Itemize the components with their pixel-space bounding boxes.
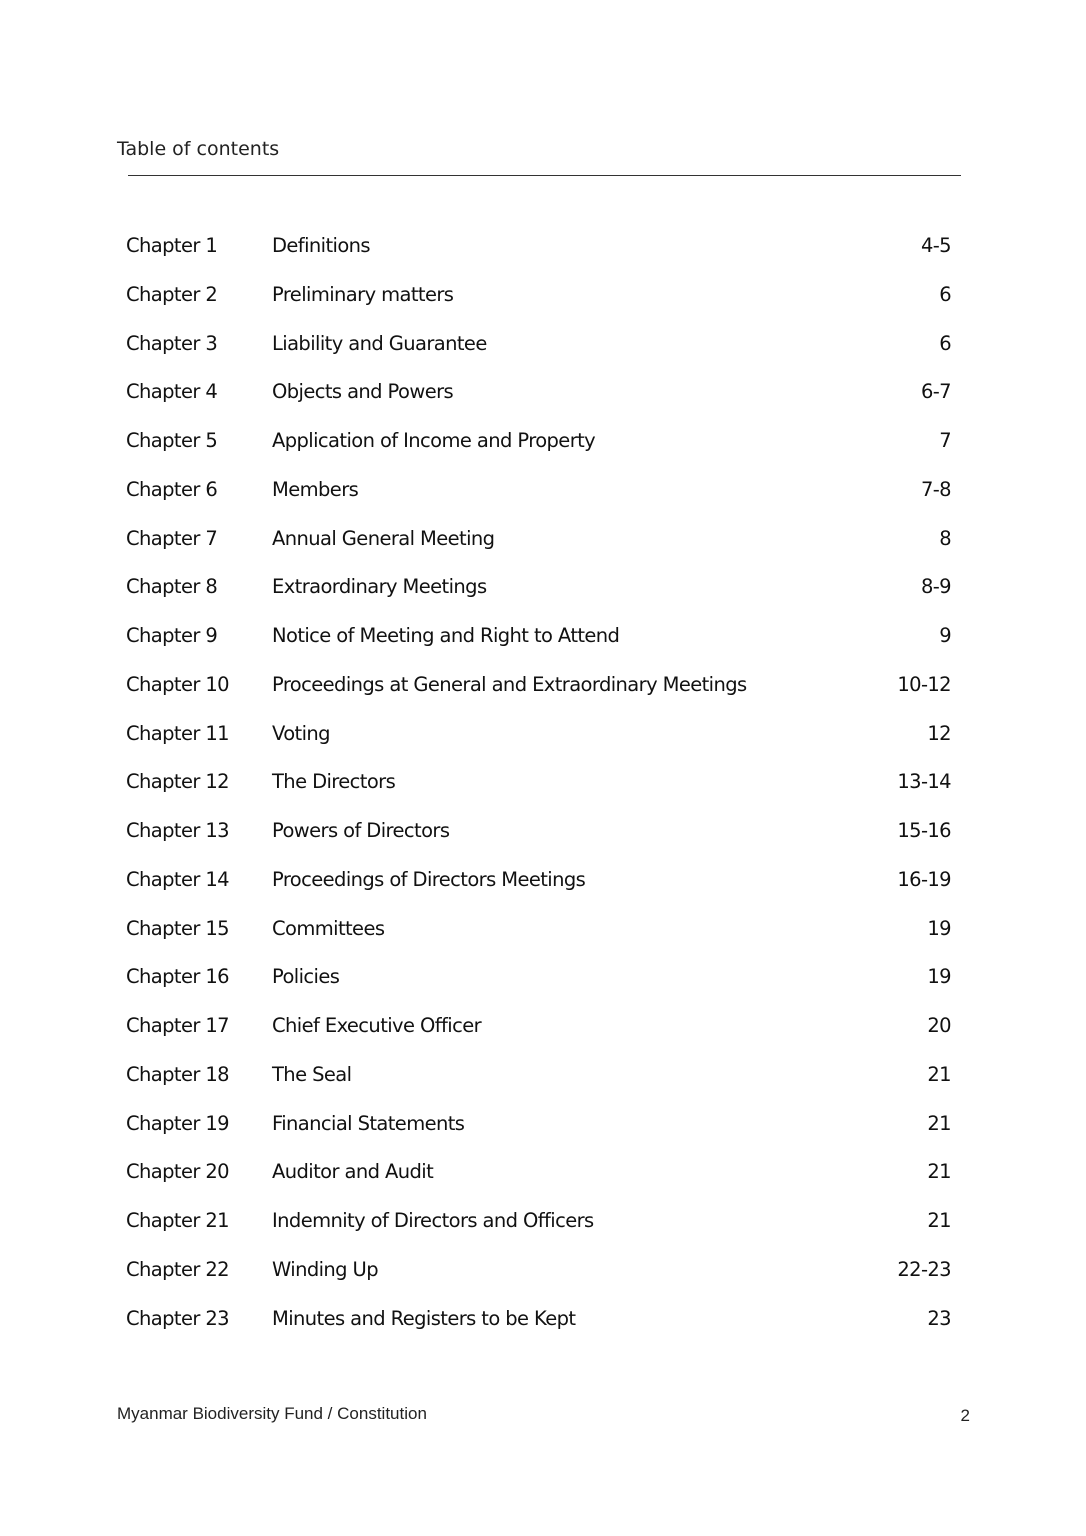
toc-page-range: 21 (927, 1209, 951, 1232)
toc-row (126, 1100, 951, 1149)
toc-row (126, 661, 951, 710)
toc-chapter-number: Chapter 13 (126, 819, 229, 842)
toc-chapter-number: Chapter 19 (126, 1111, 229, 1135)
toc-row (126, 222, 951, 271)
toc-chapter-number: Chapter 21 (126, 1209, 229, 1232)
toc-page-range: 7 (939, 429, 951, 452)
toc-chapter-title: Preliminary matters (272, 282, 454, 306)
toc-chapter-title: Members (272, 477, 359, 501)
toc-row (126, 905, 951, 954)
toc-chapter-title: Winding Up (272, 1257, 379, 1281)
toc-chapter-number: Chapter 14 (126, 867, 229, 891)
toc-row (126, 1148, 951, 1197)
toc-page-range: 7-8 (920, 477, 951, 501)
footer-document-name: Myanmar Biodiversity Fund / Constitution (117, 1404, 427, 1423)
toc-chapter-number: Chapter 3 (126, 331, 218, 355)
toc-chapter-number: Chapter 16 (126, 965, 229, 989)
toc-chapter-number: Chapter 18 (126, 1062, 229, 1086)
toc-chapter-number: Chapter 7 (126, 526, 218, 550)
toc-row (126, 563, 951, 612)
toc-page-range: 13-14 (897, 770, 951, 794)
toc-chapter-title: Chief Executive Officer (272, 1014, 482, 1037)
table-of-contents (126, 222, 951, 1343)
footer-page-number: 2 (960, 1406, 970, 1425)
toc-page-range: 9 (939, 624, 951, 647)
toc-page-range: 6 (939, 331, 951, 355)
toc-page-range: 15-16 (897, 819, 951, 842)
toc-chapter-number: Chapter 1 (126, 234, 218, 257)
toc-page-range: 20 (927, 1014, 951, 1037)
toc-row (126, 320, 951, 369)
toc-page-range: 16-19 (897, 867, 951, 891)
toc-row (126, 807, 951, 856)
toc-chapter-title: Proceedings of Directors Meetings (272, 867, 586, 891)
toc-page-range: 21 (927, 1062, 951, 1086)
toc-chapter-title: Financial Statements (272, 1111, 465, 1135)
toc-page-range: 19 (927, 916, 951, 940)
toc-chapter-title: Annual General Meeting (272, 526, 495, 550)
toc-chapter-number: Chapter 23 (126, 1306, 229, 1330)
header-divider (128, 175, 961, 176)
toc-chapter-number: Chapter 12 (126, 770, 229, 794)
toc-row (126, 710, 951, 759)
toc-page-range: 21 (927, 1111, 951, 1135)
page-title: Table of contents (117, 138, 280, 160)
toc-chapter-number: Chapter 10 (126, 672, 229, 696)
toc-chapter-title: Auditor and Audit (272, 1160, 434, 1184)
toc-row (126, 466, 951, 515)
toc-chapter-title: The Seal (272, 1062, 352, 1086)
toc-chapter-title: Powers of Directors (272, 819, 450, 842)
toc-row (126, 1246, 951, 1295)
toc-row (126, 417, 951, 466)
toc-chapter-title: Definitions (272, 234, 370, 257)
toc-chapter-title: Liability and Guarantee (272, 331, 487, 355)
toc-row (126, 1295, 951, 1344)
toc-page-range: 6 (939, 282, 951, 306)
toc-chapter-title: Indemnity of Directors and Officers (272, 1209, 594, 1232)
toc-chapter-title: The Directors (272, 770, 396, 794)
toc-page-range: 19 (927, 965, 951, 989)
toc-chapter-number: Chapter 15 (126, 916, 229, 940)
toc-chapter-number: Chapter 20 (126, 1160, 229, 1184)
toc-chapter-title: Policies (272, 965, 340, 989)
toc-chapter-title: Objects and Powers (272, 380, 454, 404)
toc-chapter-title: Minutes and Registers to be Kept (272, 1306, 576, 1330)
toc-page-range: 10-12 (897, 672, 951, 696)
toc-chapter-title: Extraordinary Meetings (272, 575, 487, 599)
toc-chapter-number: Chapter 8 (126, 575, 218, 599)
toc-chapter-title: Voting (272, 721, 330, 745)
toc-page-range: 8 (939, 526, 951, 550)
toc-chapter-number: Chapter 11 (126, 721, 229, 745)
toc-page-range: 4-5 (920, 234, 951, 257)
toc-row (126, 953, 951, 1002)
toc-chapter-number: Chapter 17 (126, 1014, 229, 1037)
toc-chapter-number: Chapter 9 (126, 624, 218, 647)
toc-row (126, 515, 951, 564)
toc-chapter-title: Committees (272, 916, 385, 940)
toc-chapter-title: Application of Income and Property (272, 429, 596, 452)
toc-row (126, 368, 951, 417)
toc-chapter-number: Chapter 6 (126, 477, 218, 501)
toc-chapter-number: Chapter 22 (126, 1257, 229, 1281)
toc-row (126, 271, 951, 320)
toc-chapter-number: Chapter 5 (126, 429, 218, 452)
toc-row (126, 1197, 951, 1246)
toc-chapter-number: Chapter 4 (126, 380, 218, 404)
toc-page-range: 6-7 (920, 380, 951, 404)
toc-chapter-number: Chapter 2 (126, 282, 218, 306)
toc-row (126, 1002, 951, 1051)
toc-row (126, 856, 951, 905)
toc-page-range: 21 (927, 1160, 951, 1184)
toc-chapter-title: Notice of Meeting and Right to Attend (272, 624, 620, 647)
toc-page-range: 12 (927, 721, 951, 745)
toc-page-range: 23 (927, 1306, 951, 1330)
toc-row (126, 758, 951, 807)
toc-page-range: 8-9 (920, 575, 951, 599)
toc-row (126, 1051, 951, 1100)
toc-chapter-title: Proceedings at General and Extraordinary Meetings (272, 672, 747, 696)
toc-page-range: 22-23 (897, 1257, 951, 1281)
toc-row (126, 612, 951, 661)
